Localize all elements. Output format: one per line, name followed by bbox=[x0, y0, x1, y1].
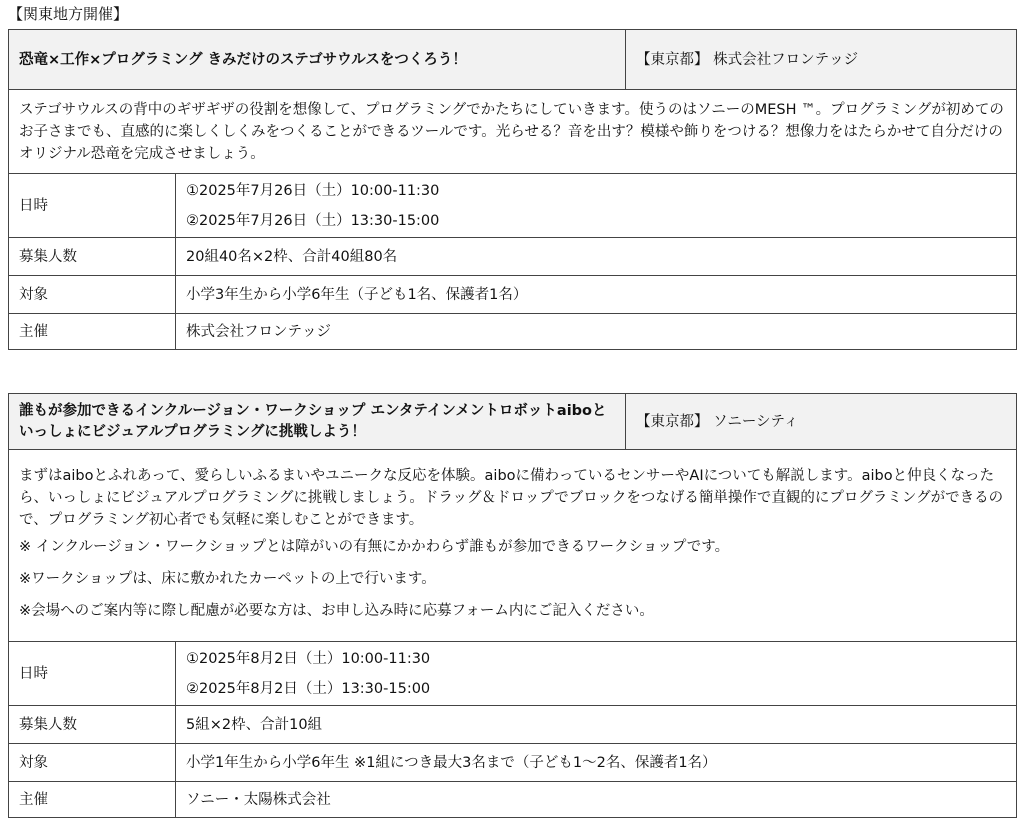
event-title-line: いっしょにビジュアルプログラミングに挑戦しよう！ bbox=[19, 423, 366, 440]
target-label: 対象 bbox=[9, 744, 176, 782]
event-description: ステゴサウルスの背中のギザギザの役割を想像して、プログラミングでかたちにしていきます。使うのはソニーのMESH ™。プログラミングが初めてのお子さまでも、直感的に楽しくしくみをつくることができるツールです。光らせる？音を出す？模様や飾りをつける？想像力をはたらかせて自分だけのオリジナル恐竜を完成させましょう。 bbox=[9, 90, 1017, 174]
target-value: 小学1年生から小学6年生 ※1組につき最大3名まで（子ども1～2名、保護者1名） bbox=[176, 744, 1017, 782]
host-value: 株式会社フロンテッジ bbox=[176, 314, 1017, 350]
capacity-label: 募集人数 bbox=[9, 238, 176, 276]
event-note: ※ インクルージョン・ワークショップとは障がいの有無にかかわらず誰もが参加できるワークショップです。 bbox=[19, 538, 730, 555]
datetime-value bbox=[176, 642, 1017, 706]
target-label: 対象 bbox=[9, 276, 176, 314]
event-organizer-location: 【東京都】 株式会社フロンテッジ bbox=[626, 30, 1017, 90]
event-note: ※ワークショップは、床に敷かれたカーペットの上で行います。 bbox=[19, 570, 436, 587]
event-table-1 bbox=[8, 29, 1017, 350]
region-heading: 【関東地方開催】 bbox=[8, 5, 129, 23]
event-description-block bbox=[9, 450, 1017, 642]
datetime-slot: ②2025年7月26日（土）13:30-15:00 bbox=[186, 212, 440, 229]
event-title: 恐竜×工作×プログラミング きみだけのステゴサウルスをつくろう！ bbox=[9, 30, 626, 90]
event-note: ※会場へのご案内等に際し配慮が必要な方は、お申し込み時に応募フォーム内にご記入ください。 bbox=[19, 602, 654, 619]
event-title-line: 誰もが参加できるインクルージョン・ワークショップ エンタテインメントロボットaiboと bbox=[19, 402, 607, 419]
event-organizer-location: 【東京都】 ソニーシティ bbox=[626, 394, 1017, 450]
event-title bbox=[9, 394, 626, 450]
event-table-2 bbox=[8, 393, 1017, 818]
host-label: 主催 bbox=[9, 314, 176, 350]
datetime-slot: ①2025年7月26日（土）10:00-11:30 bbox=[186, 182, 440, 199]
target-value: 小学3年生から小学6年生（子ども1名、保護者1名） bbox=[176, 276, 1017, 314]
capacity-value: 20組40名×2枠、合計40組80名 bbox=[176, 238, 1017, 276]
event-description: まずはaiboとふれあって、愛らしいふるまいやユニークな反応を体験。aiboに備わっているセンサーやAIについても解説します。aiboと仲良くなったら、いっしょにビジュアルプログラミングに挑戦しましょう。ドラッグ＆ドロップでブロックをつなげる簡単操作で直観的にプログラミングができるので、プログラミング初心者でも気軽に楽しむことができます。 bbox=[19, 467, 1004, 528]
host-value: ソニー・太陽株式会社 bbox=[176, 782, 1017, 818]
capacity-label: 募集人数 bbox=[9, 706, 176, 744]
host-label: 主催 bbox=[9, 782, 176, 818]
capacity-value: 5組×2枠、合計10組 bbox=[176, 706, 1017, 744]
datetime-value bbox=[176, 174, 1017, 238]
datetime-label: 日時 bbox=[9, 642, 176, 706]
datetime-label: 日時 bbox=[9, 174, 176, 238]
datetime-slot: ①2025年8月2日（土）10:00-11:30 bbox=[186, 650, 431, 667]
datetime-slot: ②2025年8月2日（土）13:30-15:00 bbox=[186, 680, 431, 697]
